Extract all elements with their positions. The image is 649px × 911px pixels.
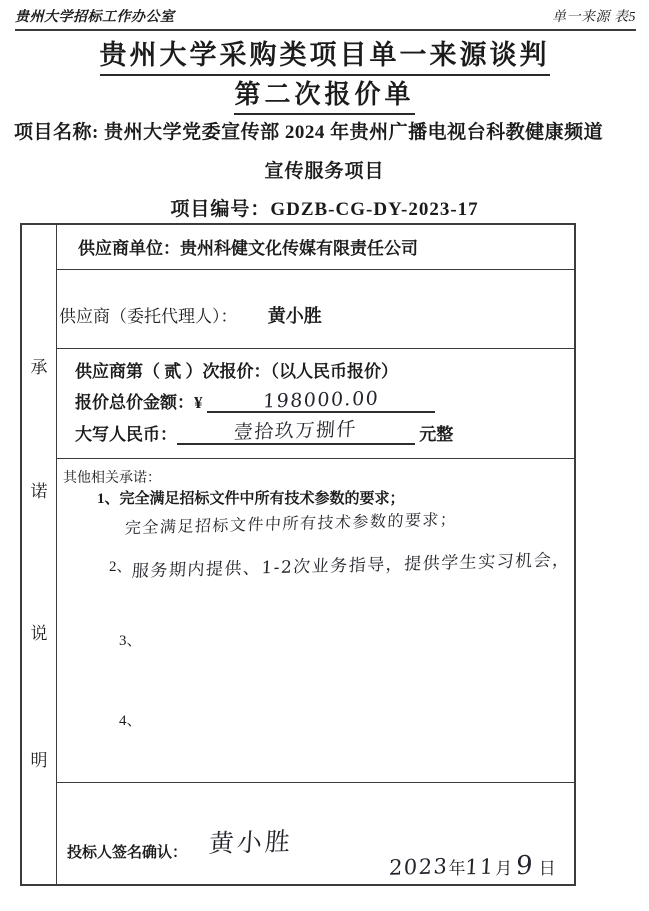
signature-handwritten: 黄小胜: [208, 826, 294, 858]
signature-row: [57, 783, 574, 884]
supplier-unit-line: [78, 234, 418, 259]
signature-handwritten-wrap: [209, 823, 293, 859]
document-title-line1: [0, 33, 649, 76]
promise-item-1: [97, 487, 405, 508]
date-day-suffix: 日: [538, 858, 556, 878]
quote-words-suffix: 元整: [419, 425, 454, 445]
form-table: [20, 223, 576, 886]
agent-label: 供应商（委托代理人）：: [59, 306, 238, 326]
promise-item-4-label: 4、: [119, 712, 142, 729]
quote-amount-line: [75, 388, 435, 413]
supplier-unit-label: 供应商单位：: [78, 239, 180, 258]
side-label-char-2: 诺: [30, 482, 48, 501]
document-title-line2: [0, 74, 649, 115]
document-title-line2-text: 第二次报价单: [234, 74, 414, 115]
side-label-char-3: 说: [30, 624, 48, 643]
quote-row: [57, 349, 574, 458]
quote-words-handwritten: 壹拾玖万捌仟: [233, 418, 359, 444]
promise-item-1-text: 完全满足招标文件中所有技术参数的要求；: [119, 490, 405, 507]
supplier-unit-value: 贵州科健文化传媒有限责任公司: [180, 239, 418, 258]
currency-symbol: ¥: [194, 393, 203, 413]
date-year-suffix: 年: [448, 858, 466, 878]
promise-item-3-label: 3、: [119, 632, 142, 649]
promises-heading: 其他相关承诺：: [63, 470, 161, 486]
quote-amount-label: 报价总价金额：: [75, 393, 194, 413]
header-form-tag: 单一来源 表5: [552, 10, 636, 25]
document-title-line1-text: 贵州大学采购类项目单一来源谈判: [100, 33, 550, 76]
promises-row: [57, 459, 574, 783]
header-office-name: 贵州大学招标工作办公室: [15, 10, 175, 25]
date-month-handwritten: 11: [464, 854, 496, 880]
quote-words-label: 大写人民币：: [75, 425, 177, 445]
agent-row: [57, 270, 574, 350]
promise-item-1-label: 1、: [97, 490, 120, 507]
date-month-suffix: 月: [495, 858, 513, 878]
promise-item-1-handwritten-wrap: [124, 509, 458, 537]
side-label-char-1: 承: [30, 358, 48, 377]
quote-amount-handwritten: 198000.00: [261, 387, 380, 413]
form-content-column: [57, 225, 574, 884]
date-day-handwritten: 9: [515, 850, 536, 881]
promise-item-2-label: 2、: [109, 558, 132, 575]
supplier-unit-row: [57, 225, 574, 270]
promise-item-1-handwritten: 完全满足招标文件中所有技术参数的要求；: [124, 509, 458, 537]
signature-label: 投标人签名确认：: [67, 844, 188, 861]
date-year-handwritten: 2023: [388, 853, 450, 880]
quote-words-line: [75, 416, 453, 445]
quote-round-line: 供应商第（ 贰 ）次报价：（以人民币报价）: [75, 362, 398, 382]
signature-date: [389, 851, 556, 881]
agent-name-value: 黄小胜: [267, 305, 322, 326]
promise-item-2: [109, 549, 571, 582]
side-label-column: [22, 225, 57, 884]
quote-amount-underline: [207, 389, 435, 413]
project-name-line1: 项目名称: 贵州大学党委宣传部 2024 年贵州广播电视台科教健康频道: [14, 122, 604, 143]
agent-line: [59, 302, 322, 328]
page-header: [15, 6, 636, 31]
quote-words-underline: [177, 416, 415, 445]
project-name-line2: 宣传服务项目: [264, 161, 385, 182]
side-label-char-4: 明: [30, 751, 48, 770]
promise-item-2-handwritten: 服务期内提供、1-2次业务指导，提供学生实习机会，: [130, 549, 571, 582]
project-number: 项目编号：GDZB-CG-DY-2023-17: [170, 199, 479, 220]
